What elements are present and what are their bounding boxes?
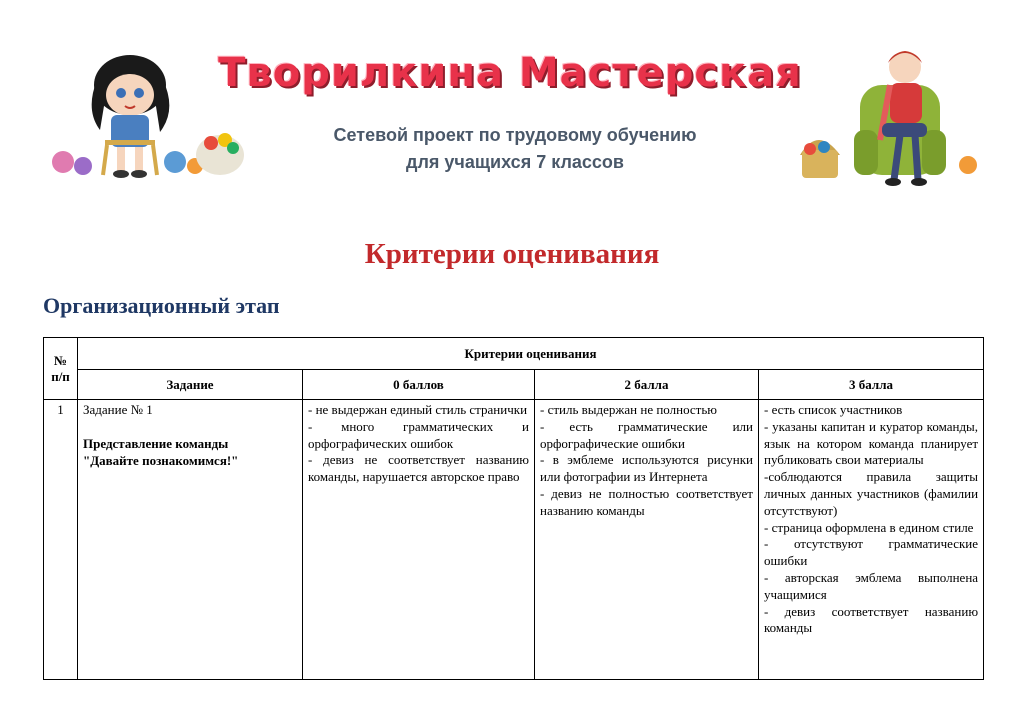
- criteria-table: [43, 337, 984, 680]
- task-cell: [78, 400, 303, 680]
- section-title: Организационный этап: [43, 293, 280, 318]
- task-description-line: Представление команды: [83, 436, 229, 451]
- criterion-item: - девиз не полностью соответствует названию команды: [540, 485, 753, 518]
- header-banner: [0, 0, 1024, 210]
- project-logo-title: Творилкина Мастерская: [218, 50, 802, 96]
- page-title: Критерии оценивания: [364, 238, 660, 270]
- column-header-number: № п/п: [44, 338, 78, 400]
- column-header-3-points: 3 балла: [759, 370, 984, 400]
- table-header-row: [44, 338, 984, 370]
- criterion-item: - девиз не соответствует названию команды, нарушается авторское право: [308, 452, 529, 485]
- criterion-item: -соблюдаются правила защиты личных данных участников (фамилии отсутствуют): [764, 469, 979, 518]
- criterion-item: - много грамматических и орфографических ошибок: [308, 418, 529, 451]
- row-number: 1: [44, 400, 78, 680]
- column-group-header: Критерии оценивания: [78, 338, 984, 370]
- project-subtitle: [280, 122, 750, 176]
- criterion-item: - девиз соответствует названию команды: [764, 603, 979, 636]
- criterion-item: - стиль выдержан не полностью: [540, 402, 717, 417]
- task-description-line: "Давайте познакомимся!": [83, 453, 239, 468]
- knitting-woman-illustration: [790, 45, 990, 195]
- subtitle-line: для учащихся 7 классов: [406, 152, 624, 172]
- column-header-task: Задание: [78, 370, 303, 400]
- criterion-item: - авторская эмблема выполнена учащимися: [764, 569, 979, 602]
- criterion-item: - в эмблеме используются рисунки или фотографии из Интернета: [540, 452, 753, 485]
- subtitle-line: Сетевой проект по трудовому обучению: [333, 125, 697, 145]
- task-description: [83, 435, 297, 469]
- criterion-item: - есть грамматические или орфографические ошибки: [540, 418, 753, 451]
- criteria-cell-3-points: [759, 400, 984, 680]
- criteria-cell-2-points: [535, 400, 759, 680]
- criterion-item: - отсутствуют грамматические ошибки: [764, 536, 979, 569]
- criterion-item: - не выдержан единый стиль странички: [308, 402, 528, 417]
- table-row: [44, 400, 984, 680]
- column-header-0-points: 0 баллов: [303, 370, 535, 400]
- column-header-2-points: 2 балла: [535, 370, 759, 400]
- table-subheader-row: [44, 370, 984, 400]
- task-name: Задание № 1: [83, 402, 153, 417]
- criterion-item: - есть список участников: [764, 402, 903, 417]
- criterion-item: - страница оформлена в едином стиле: [764, 519, 974, 535]
- criteria-cell-0-points: [303, 400, 535, 680]
- criterion-item: - указаны капитан и куратор команды, язык на котором команда планирует публиковать свои материалы: [764, 418, 979, 468]
